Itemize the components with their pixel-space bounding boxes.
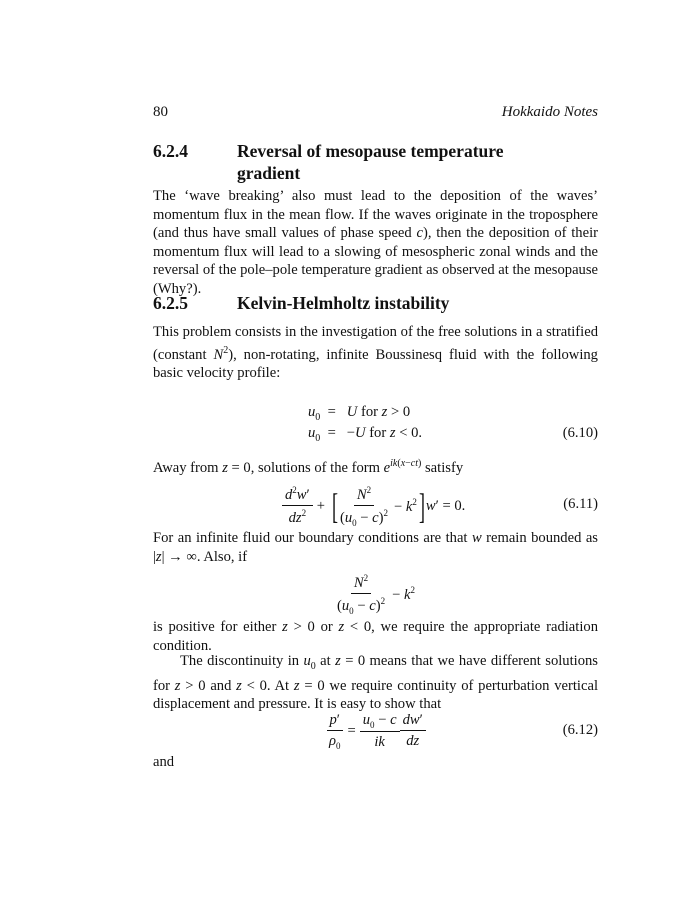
equation-number-6-11: (6.11) bbox=[563, 496, 598, 512]
equation-number-6-10: (6.10) bbox=[562, 425, 598, 441]
paragraph-away: Away from z = 0, solutions of the form $e^{ik(x-ct)}$ satisfy bbox=[153, 458, 464, 476]
paragraph-and: and bbox=[153, 754, 175, 770]
section-heading-6-2-5 bbox=[153, 292, 449, 314]
equation-6-11: $\frac{d^2w'}{dz^2}$ + [ $\frac{N^2}{(u_0 - c)^2}$ − $k^2$ ] w′ = 0. bbox=[282, 485, 465, 528]
paragraph-discontinuity: The discontinuity in $u_0$ at z = 0 means that we have different solutions for z > 0 and z < 0. At z = 0 we require continuity of perturbation vertical displacement and pressure. It is easy to show that bbox=[153, 653, 599, 713]
section-number: 6.2.4 bbox=[153, 141, 188, 161]
equation-6-10-line1: $u_0 = U$ for z > 0 bbox=[308, 404, 411, 423]
section-title-line1: Reversal of mesopause temperature bbox=[237, 141, 504, 161]
running-title: Hokkaido Notes bbox=[501, 104, 598, 120]
displayed-expression: $\frac{N^2}{(u_0 - c)^2}$ − $k^2$ bbox=[337, 573, 415, 616]
paragraph-boundary: For an infinite fluid our boundary conditions are that w remain bounded as |z| → ∞. Also, if bbox=[153, 530, 598, 565]
section-title-line2: gradient bbox=[237, 163, 301, 183]
equation-6-10-line2: $u_0 = -U$ for z < 0. bbox=[308, 425, 423, 444]
paragraph-positive: is positive for either z > 0 or z < 0, we require the appropriate radiation condition. bbox=[153, 619, 598, 654]
page-number: 80 bbox=[153, 104, 168, 120]
section-number: 6.2.5 bbox=[153, 293, 188, 313]
equation-6-12: $\frac{p'}{\rho_0}$ = $\frac{u_0 - c}{ik}$ $\frac{dw'}{dz}$ bbox=[326, 712, 426, 751]
section-heading-6-2-4 bbox=[153, 140, 503, 162]
paragraph-wave-breaking: The ‘wave breaking’ also must lead to the deposition of the waves’ momentum flux in the mean flow. If the waves originate in the troposphere (and thus have small values of phase speed c), then the deposition of their momentum flux will lead to a slowing of mesospheric zonal winds and the reversal of the pole–pole temperature gradient as observed at the mesopause (Why?). bbox=[153, 188, 598, 297]
equation-number-6-12: (6.12) bbox=[562, 722, 598, 738]
section-title: Kelvin-Helmholtz instability bbox=[237, 293, 450, 313]
paragraph-intro: This problem consists in the investigation of the free solutions in a stratified (constant $N^2$), non-rotating, infinite Boussinesq fluid with the following basic velocity profile: bbox=[153, 324, 598, 382]
